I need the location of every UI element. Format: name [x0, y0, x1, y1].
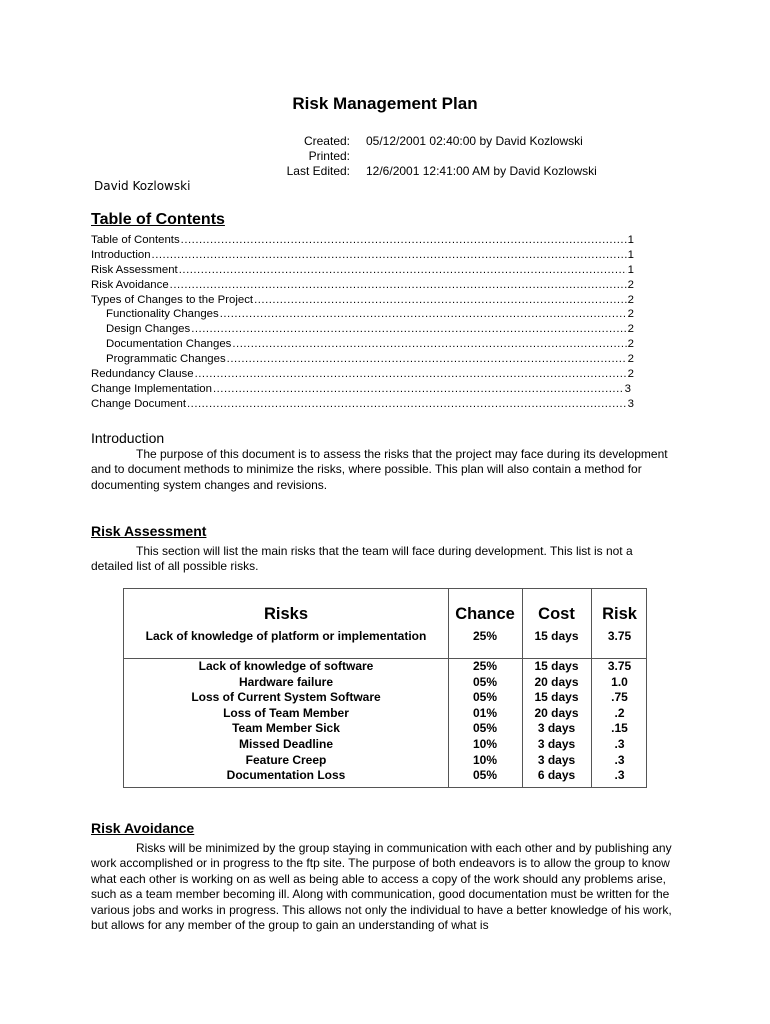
toc-leader — [170, 279, 627, 291]
risk-name: Feature Creep — [245, 752, 327, 767]
toc-page: 2 — [627, 308, 634, 321]
toc-entry[interactable] — [91, 383, 631, 398]
introduction-heading: Introduction — [91, 430, 165, 446]
risk-cost: 15 days — [534, 629, 579, 643]
introduction-text: The purpose of this document is to assess the risks that the project may face during its development and to document methods to minimize the risks, where possible. This plan will also contain a method for documenting system changes and revisions. — [91, 447, 668, 492]
risk-name: Hardware failure — [238, 674, 334, 689]
toc-leader — [195, 368, 627, 380]
toc-leader — [181, 234, 627, 246]
risk-chance: 01% — [472, 705, 498, 720]
risk-score: .2 — [614, 705, 625, 720]
risk-score: 1.0 — [611, 674, 628, 689]
toc-leader — [220, 308, 627, 320]
risk-name: Loss of Current System Software — [191, 690, 381, 705]
meta-last-edited — [250, 164, 670, 179]
header-cost: Cost — [538, 605, 575, 623]
risk-score: .3 — [614, 752, 625, 767]
risk-chance: 05% — [472, 674, 498, 689]
risk-cost: 3 days — [537, 737, 576, 751]
meta-value — [366, 149, 670, 164]
risk-cost: 15 days — [534, 659, 579, 673]
risk-name: Team Member Sick — [232, 721, 340, 736]
toc-entry[interactable] — [91, 338, 634, 353]
risk-chance: 25% — [472, 629, 498, 643]
toc-entry[interactable] — [91, 249, 634, 264]
risk-avoidance-heading: Risk Avoidance — [91, 820, 195, 836]
risk-score: .15 — [611, 721, 628, 736]
risk-avoidance-text: Risks will be minimized by the group staying in communication with each other and by publishing any work accomplished or in progress to the ftp site. The purpose of both endeavors is to allow the group to know what each other is working on as well as being able to access a copy of the work should any problems arise, such as a team member becoming ill. Along with communication, good documentation must be written for the various jobs and works in progress. This allows not only the individual to have a better knowledge of his work, but allows for any member of the group to gain an understanding of what is — [91, 841, 672, 933]
toc-page: 2 — [627, 323, 634, 336]
toc-page: 2 — [627, 368, 634, 381]
toc-page: 2 — [627, 278, 634, 291]
header-chance: Chance — [455, 605, 515, 623]
meta-label: Created: — [303, 134, 350, 148]
toc-entry[interactable] — [91, 398, 634, 413]
risk-cost: 6 days — [537, 768, 576, 783]
toc-page: 1 — [627, 248, 634, 261]
toc-label: Risk Avoidance — [91, 278, 169, 291]
risk-name: Lack of knowledge of software — [198, 659, 374, 673]
risk-cost: 20 days — [534, 705, 579, 720]
risk-score: .75 — [611, 690, 628, 705]
toc-leader — [254, 294, 627, 306]
risk-score: .3 — [614, 768, 625, 783]
risk-cost: 15 days — [534, 690, 579, 705]
document-title: Risk Management Plan — [292, 94, 478, 113]
meta-label: Printed: — [308, 149, 350, 163]
toc-page: 3 — [627, 397, 634, 410]
toc-page: 2 — [627, 293, 634, 306]
risk-chance: 10% — [472, 752, 498, 767]
header-risks: Risks — [263, 605, 309, 623]
risk-name: Documentation Loss — [226, 768, 346, 783]
risk-name: Lack of knowledge of platform or implementation — [145, 629, 427, 643]
toc-page: 1 — [627, 263, 634, 276]
toc-label: Change Implementation — [91, 382, 212, 395]
risk-table — [123, 588, 647, 788]
toc-label: Programmatic Changes — [106, 353, 226, 366]
risk-chance: 05% — [472, 768, 498, 783]
toc-entry[interactable] — [91, 234, 634, 249]
toc-leader — [227, 353, 627, 365]
toc-page: 3 — [624, 382, 631, 395]
header-risk: Risk — [602, 605, 637, 623]
toc-leader — [232, 338, 626, 350]
table-of-contents — [91, 234, 634, 413]
toc-label: Introduction — [91, 248, 151, 261]
toc-label: Types of Changes to the Project — [91, 293, 254, 306]
meta-printed — [250, 149, 670, 164]
toc-page: 2 — [627, 338, 634, 351]
toc-leader — [213, 383, 624, 395]
meta-label: Last Edited: — [286, 164, 350, 178]
risk-chance: 05% — [472, 690, 498, 705]
toc-leader — [187, 398, 627, 410]
toc-entry[interactable] — [91, 353, 634, 368]
risk-cost: 3 days — [537, 752, 576, 767]
toc-entry[interactable] — [91, 323, 634, 338]
risk-assessment-heading: Risk Assessment — [91, 523, 207, 539]
toc-label: Table of Contents — [91, 234, 180, 246]
risk-chance: 05% — [472, 721, 498, 736]
risk-cost: 3 days — [537, 721, 576, 736]
risk-cost: 20 days — [534, 674, 579, 689]
toc-entry[interactable] — [91, 264, 634, 279]
risk-score: 3.75 — [607, 659, 632, 673]
risk-score: 3.75 — [607, 629, 632, 643]
toc-label: Risk Assessment — [91, 263, 178, 276]
document-author: David Kozlowski — [94, 179, 191, 193]
toc-label: Functionality Changes — [106, 308, 219, 321]
toc-entry[interactable] — [91, 279, 634, 294]
toc-label: Documentation Changes — [106, 338, 232, 351]
toc-entry[interactable] — [91, 308, 634, 323]
risk-name: Missed Deadline — [238, 737, 334, 751]
toc-entry[interactable] — [91, 294, 634, 309]
document-meta — [250, 134, 670, 179]
toc-label: Change Document — [91, 397, 186, 410]
meta-value: 05/12/2001 02:40:00 by David Kozlowski — [366, 134, 583, 148]
toc-entry[interactable] — [91, 368, 634, 383]
risk-chance: 10% — [472, 737, 498, 751]
risk-name: Loss of Team Member — [223, 705, 349, 720]
toc-label: Design Changes — [106, 323, 191, 336]
toc-page: 2 — [627, 353, 634, 366]
toc-label: Redundancy Clause — [91, 368, 194, 381]
risk-chance: 25% — [472, 659, 498, 673]
risk-assessment-text: This section will list the main risks that the team will face during development. This list is not a detailed list of all possible risks. — [91, 544, 633, 574]
meta-created — [250, 134, 670, 149]
toc-heading: Table of Contents — [91, 211, 225, 228]
toc-leader — [179, 264, 627, 276]
toc-leader — [152, 249, 627, 261]
risk-score: .3 — [614, 737, 625, 751]
toc-leader — [191, 323, 626, 335]
toc-page: 1 — [627, 234, 634, 246]
meta-value: 12/6/2001 12:41:00 AM by David Kozlowski — [366, 164, 597, 178]
